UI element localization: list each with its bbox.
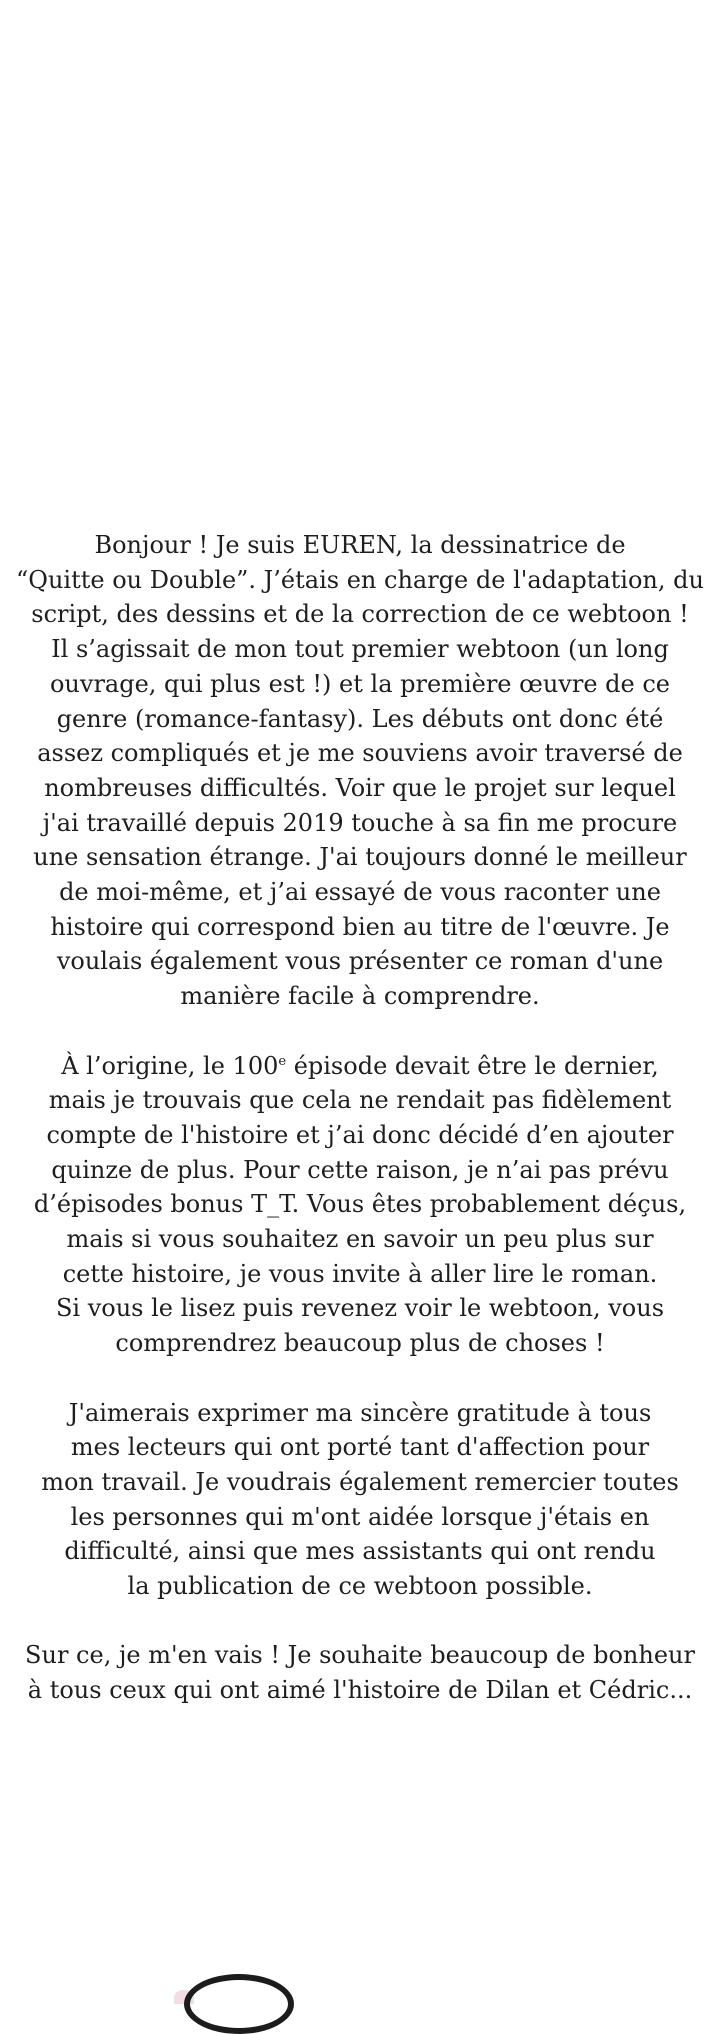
paragraph-episodes bbox=[12, 1049, 708, 1361]
text-line: les personnes qui m'ont aidée lorsque j'étais en bbox=[70, 1502, 650, 1531]
text-fragment: épisode devait être le dernier, bbox=[286, 1051, 659, 1080]
text-line: comprendrez beaucoup plus de choses ! bbox=[115, 1329, 605, 1358]
text-line: mon travail. Je voudrais également remercier toutes bbox=[41, 1467, 679, 1496]
superscript: e bbox=[278, 1053, 287, 1069]
text-line: voulais également vous présenter ce roman d'une bbox=[56, 947, 664, 976]
text-line: J'aimerais exprimer ma sincère gratitude à tous bbox=[68, 1398, 652, 1427]
text-line: de moi-même, et j’ai essayé de vous raconter une bbox=[59, 878, 661, 907]
paragraph-gratitude bbox=[12, 1396, 708, 1604]
text-line: “Quitte ou Double”. J’étais en charge de l'adaptation, du bbox=[16, 565, 704, 594]
text-line: difficulté, ainsi que mes assistants qui ont rendu bbox=[64, 1537, 656, 1566]
text-line: mais je trouvais que cela ne rendait pas fidèlement bbox=[48, 1086, 672, 1115]
text-line: assez compliqués et je me souviens avoir traversé de bbox=[37, 739, 683, 768]
text-line: la publication de ce webtoon possible. bbox=[127, 1572, 593, 1601]
paragraph-intro bbox=[12, 528, 708, 1014]
text-line bbox=[12, 1049, 708, 1084]
text-fragment: À l’origine, le 100 bbox=[61, 1051, 279, 1080]
text-line: une sensation étrange. J'ai toujours donné le meilleur bbox=[33, 843, 687, 872]
text-line: cette histoire, je vous invite à aller lire le roman. bbox=[62, 1259, 658, 1288]
text-line: j'ai travaillé depuis 2019 touche à sa fin me procure bbox=[42, 808, 678, 837]
text-line: quinze de plus. Pour cette raison, je n’ai pas prévu bbox=[51, 1155, 669, 1184]
text-line: ouvrage, qui plus est !) et la première œuvre de ce bbox=[49, 669, 671, 698]
text-line: script, des dessins et de la correction de ce webtoon ! bbox=[31, 600, 689, 629]
text-line: compte de l'histoire et j’ai donc décidé d’en ajouter bbox=[46, 1120, 674, 1149]
text-line: mes lecteurs qui ont porté tant d'affection pour bbox=[70, 1433, 650, 1462]
paragraph-farewell bbox=[12, 1638, 708, 1707]
text-line: Si vous le lisez puis revenez voir le webtoon, vous bbox=[55, 1294, 665, 1323]
text-line: histoire qui correspond bien au titre de l'œuvre. Je bbox=[50, 912, 670, 941]
text-line: manière facile à comprendre. bbox=[180, 982, 540, 1011]
drawing-fragment bbox=[184, 1974, 294, 2034]
author-message bbox=[12, 528, 708, 1743]
text-line: Bonjour ! Je suis EUREN, la dessinatrice de bbox=[94, 531, 626, 559]
text-line: Il s’agissait de mon tout premier webtoon (un long bbox=[51, 635, 669, 664]
text-line: genre (romance-fantasy). Les débuts ont donc été bbox=[56, 704, 664, 733]
text-line: mais si vous souhaitez en savoir un peu plus sur bbox=[66, 1225, 654, 1254]
text-line: Sur ce, je m'en vais ! Je souhaite beaucoup de bonheur bbox=[25, 1641, 695, 1670]
text-line: d’épisodes bonus T_T. Vous êtes probablement déçus, bbox=[33, 1190, 687, 1219]
text-line: nombreuses difficultés. Voir que le projet sur lequel bbox=[44, 773, 676, 802]
text-line: à tous ceux qui ont aimé l'histoire de Dilan et Cédric... bbox=[27, 1676, 693, 1705]
